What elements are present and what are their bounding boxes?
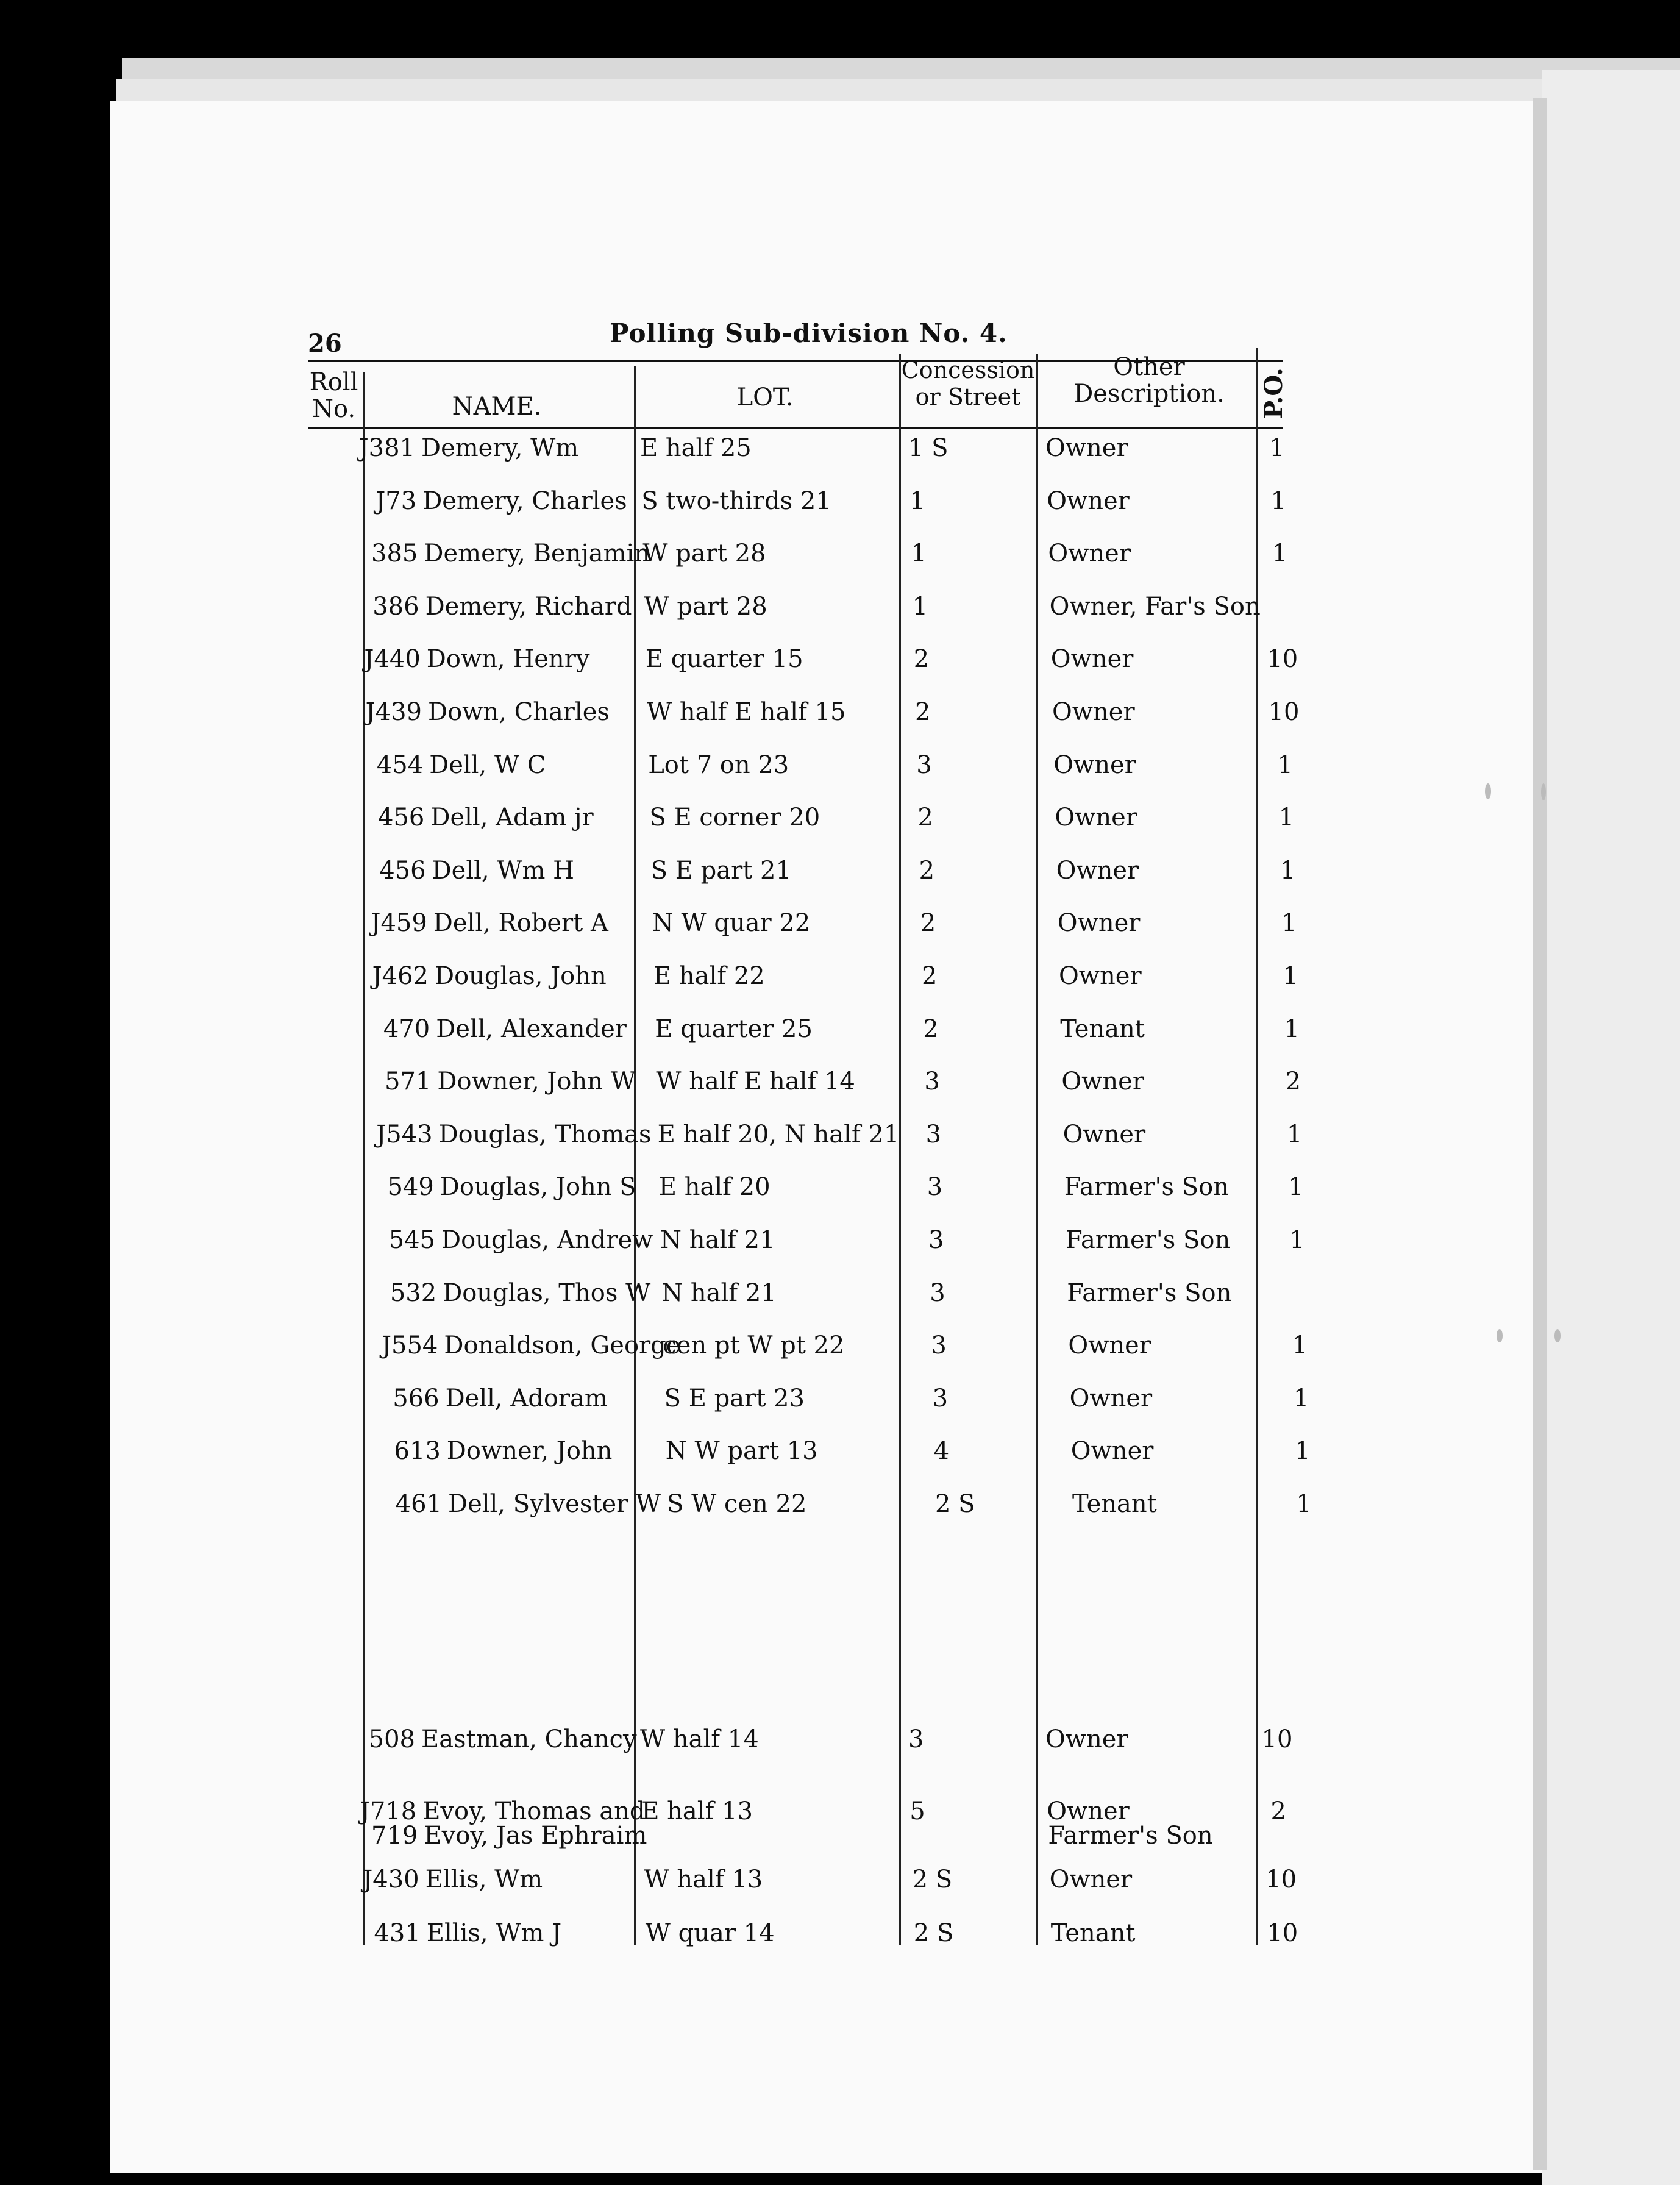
concession: 2 bbox=[920, 909, 936, 938]
scan-mark bbox=[1541, 783, 1546, 800]
post-office: 1 bbox=[1280, 856, 1296, 885]
table-row bbox=[312, 593, 1361, 629]
page-gutter bbox=[1533, 98, 1547, 2170]
lot: W part 28 bbox=[644, 592, 767, 621]
table-row bbox=[321, 962, 1370, 999]
lot: N W quar 22 bbox=[652, 909, 811, 938]
elector-name: Douglas, John S bbox=[440, 1173, 636, 1202]
elector-name: Down, Henry bbox=[426, 645, 590, 674]
elector-name: Dell, Robert A bbox=[433, 909, 608, 938]
lot: W half 13 bbox=[644, 1866, 763, 1894]
elector-name: Downer, John W bbox=[437, 1068, 636, 1096]
roll-number: 532 bbox=[390, 1278, 437, 1307]
column-header-lot: LOT. bbox=[736, 383, 794, 412]
lot: S two-thirds 21 bbox=[641, 487, 831, 515]
roll-number: 456 bbox=[378, 804, 425, 832]
elector-name: Down, Charles bbox=[428, 698, 610, 726]
concession: 2 bbox=[913, 645, 930, 674]
elector-name: Donaldson, George bbox=[444, 1331, 681, 1360]
elector-name: Downer, John bbox=[446, 1437, 613, 1466]
concession: 2 S bbox=[935, 1490, 975, 1518]
table-row bbox=[319, 857, 1367, 893]
table-row bbox=[326, 1121, 1374, 1157]
concession: 1 S bbox=[908, 434, 949, 462]
elector-name: Douglas, John bbox=[435, 962, 607, 990]
lot: S W cen 22 bbox=[667, 1490, 807, 1518]
post-office: 2 bbox=[1270, 1797, 1286, 1825]
post-office: 10 bbox=[1265, 1866, 1297, 1894]
description: Farmer's Son bbox=[1066, 1226, 1231, 1254]
table-row bbox=[322, 1015, 1371, 1052]
description: Owner bbox=[1048, 540, 1131, 568]
concession: 3 bbox=[927, 1173, 943, 1202]
elector-name: Eastman, Chancy bbox=[421, 1725, 637, 1753]
lot: N half 21 bbox=[661, 1278, 777, 1307]
lot: Lot 7 on 23 bbox=[648, 750, 789, 779]
roll-number: 613 bbox=[394, 1437, 441, 1466]
roll-number: J554 bbox=[382, 1331, 438, 1360]
roll-number: 461 bbox=[395, 1490, 442, 1518]
roll-number: 431 bbox=[374, 1919, 421, 1947]
description: Owner bbox=[1070, 1437, 1154, 1466]
concession: 1 bbox=[912, 592, 928, 621]
description: Owner bbox=[1056, 856, 1139, 885]
concession: 3 bbox=[931, 1331, 947, 1360]
description: Owner bbox=[1047, 1797, 1130, 1825]
roll-number: 454 bbox=[376, 750, 424, 779]
concession: 2 S bbox=[913, 1919, 954, 1947]
table-row bbox=[330, 1331, 1379, 1368]
description: Owner bbox=[1049, 1866, 1133, 1894]
post-office: 1 bbox=[1288, 1173, 1304, 1202]
table-row bbox=[328, 1226, 1376, 1263]
elector-name: Evoy, Jas Ephraim bbox=[424, 1822, 647, 1850]
lot: E quarter 15 bbox=[645, 645, 803, 674]
concession: 2 bbox=[915, 698, 931, 726]
header-bottom-rule bbox=[308, 427, 1283, 429]
elector-name: Dell, Sylvester W bbox=[448, 1490, 661, 1518]
elector-name: Douglas, Thos W bbox=[443, 1278, 651, 1307]
lot: E quarter 25 bbox=[655, 1014, 813, 1043]
elector-name: Douglas, Thomas bbox=[438, 1120, 652, 1149]
table-row bbox=[309, 487, 1358, 524]
concession: 3 bbox=[932, 1384, 949, 1413]
roll-number: J381 bbox=[358, 434, 415, 462]
lot: W quar 14 bbox=[645, 1919, 775, 1947]
lot: W part 28 bbox=[642, 540, 766, 568]
elector-name: Demery, Charles bbox=[422, 487, 627, 515]
lot: E half 20, N half 21 bbox=[657, 1120, 900, 1149]
elector-name: Demery, Wm bbox=[421, 434, 579, 462]
lot: W half E half 14 bbox=[656, 1068, 855, 1096]
page-title: Polling Sub-division No. 4. bbox=[610, 318, 1008, 348]
post-office: 1 bbox=[1277, 750, 1293, 779]
table-row bbox=[320, 909, 1369, 946]
description: Owner bbox=[1069, 1384, 1153, 1413]
roll-number: J718 bbox=[360, 1797, 417, 1825]
post-office: 1 bbox=[1292, 1331, 1308, 1360]
concession: 4 bbox=[933, 1437, 950, 1466]
lot: E half 22 bbox=[653, 962, 765, 990]
scan-mark bbox=[1497, 1329, 1503, 1342]
table-row bbox=[333, 1437, 1382, 1474]
lot: E half 20 bbox=[658, 1173, 771, 1202]
post-office: 1 bbox=[1269, 434, 1285, 462]
description: Tenant bbox=[1072, 1490, 1157, 1518]
lot: N W part 13 bbox=[665, 1437, 818, 1466]
elector-name: Demery, Benjamin bbox=[424, 540, 650, 568]
lot: S E corner 20 bbox=[649, 804, 820, 832]
roll-number: J430 bbox=[363, 1866, 419, 1894]
description: Owner bbox=[1053, 750, 1136, 779]
table-row bbox=[317, 804, 1365, 840]
description: Owner bbox=[1047, 487, 1130, 515]
page-number: 26 bbox=[308, 329, 342, 358]
roll-number: J440 bbox=[364, 645, 421, 674]
concession: 2 bbox=[923, 1014, 939, 1043]
scan-mark bbox=[1554, 1329, 1561, 1342]
roll-number: 719 bbox=[371, 1822, 418, 1850]
facing-page-edge bbox=[1542, 70, 1680, 2185]
concession: 2 S bbox=[912, 1866, 953, 1894]
table-row bbox=[308, 434, 1356, 471]
table-row bbox=[313, 1919, 1362, 1956]
column-header-description: Other Description. bbox=[1073, 353, 1225, 408]
elector-name: Dell, Wm H bbox=[432, 856, 574, 885]
elector-name: Dell, Adoram bbox=[445, 1384, 608, 1413]
post-office: 10 bbox=[1261, 1725, 1293, 1753]
roll-number: 385 bbox=[371, 540, 418, 568]
table-row bbox=[316, 751, 1364, 788]
description: Farmer's Son bbox=[1067, 1278, 1232, 1307]
roll-number: 470 bbox=[383, 1014, 430, 1043]
lot: E half 25 bbox=[640, 434, 752, 462]
table-row bbox=[324, 1068, 1372, 1104]
description: Owner bbox=[1045, 434, 1128, 462]
post-office: 10 bbox=[1267, 645, 1298, 674]
table-row bbox=[310, 540, 1359, 576]
lot: N half 21 bbox=[660, 1226, 775, 1254]
post-office: 1 bbox=[1283, 962, 1298, 990]
concession: 3 bbox=[930, 1278, 945, 1307]
description: Owner bbox=[1055, 804, 1137, 832]
concession: 3 bbox=[924, 1068, 940, 1096]
description: Owner bbox=[1068, 1331, 1151, 1360]
roll-number: J439 bbox=[365, 698, 422, 726]
roll-number: 571 bbox=[385, 1068, 432, 1096]
elector-name: Ellis, Wm J bbox=[426, 1919, 562, 1947]
concession: 3 bbox=[908, 1725, 924, 1753]
roll-number: 386 bbox=[372, 592, 419, 621]
description: Owner bbox=[1062, 1120, 1146, 1149]
post-office: 1 bbox=[1296, 1490, 1312, 1518]
roll-number: J462 bbox=[372, 962, 429, 990]
elector-name: Ellis, Wm bbox=[425, 1866, 543, 1894]
column-header-roll: Roll No. bbox=[309, 368, 358, 423]
column-header-name: NAME. bbox=[452, 393, 542, 421]
concession: 2 bbox=[919, 856, 935, 885]
concession: 5 bbox=[909, 1797, 925, 1825]
column-header-po: P.O. bbox=[1259, 368, 1288, 419]
post-office: 1 bbox=[1286, 1120, 1303, 1149]
table-row bbox=[312, 1866, 1361, 1902]
description: Owner bbox=[1059, 962, 1142, 990]
lot: S E part 21 bbox=[650, 856, 791, 885]
table-row bbox=[332, 1385, 1381, 1421]
lot: E half 13 bbox=[641, 1797, 753, 1825]
column-header-concession: Concession or Street bbox=[901, 357, 1035, 410]
table-row bbox=[308, 1725, 1356, 1762]
roll-number: J73 bbox=[376, 487, 417, 515]
lot: cen pt W pt 22 bbox=[663, 1331, 845, 1360]
roll-number: 566 bbox=[393, 1384, 440, 1413]
roll-number: J459 bbox=[371, 909, 427, 938]
roll-number: 456 bbox=[379, 856, 426, 885]
post-office: 2 bbox=[1285, 1068, 1301, 1096]
description: Tenant bbox=[1050, 1919, 1136, 1947]
table-row bbox=[329, 1279, 1378, 1316]
post-office: 1 bbox=[1272, 540, 1288, 568]
post-office: 1 bbox=[1278, 804, 1295, 832]
concession: 3 bbox=[928, 1226, 944, 1254]
post-office: 1 bbox=[1284, 1014, 1300, 1043]
description: Owner bbox=[1045, 1725, 1128, 1753]
post-office: 10 bbox=[1268, 698, 1300, 726]
table-row bbox=[327, 1173, 1375, 1210]
elector-name: Douglas, Andrew bbox=[441, 1226, 653, 1254]
elector-name: Dell, Alexander bbox=[436, 1014, 627, 1043]
roll-number: J543 bbox=[376, 1120, 433, 1149]
post-office: 1 bbox=[1293, 1384, 1309, 1413]
roll-number: 508 bbox=[368, 1725, 415, 1753]
scan-mark bbox=[1485, 783, 1491, 799]
lot: W half E half 15 bbox=[647, 698, 846, 726]
table-row bbox=[335, 1490, 1383, 1527]
elector-name: Evoy, Thomas and bbox=[422, 1797, 646, 1825]
description: Farmer's Son bbox=[1064, 1173, 1230, 1202]
table-row bbox=[313, 645, 1362, 682]
table-row bbox=[315, 698, 1363, 735]
description: Owner bbox=[1057, 909, 1141, 938]
concession: 3 bbox=[925, 1120, 942, 1149]
description: Owner bbox=[1050, 645, 1134, 674]
concession: 1 bbox=[909, 487, 925, 515]
description: Owner, Far's Son bbox=[1049, 592, 1261, 621]
elector-name: Dell, Adam jr bbox=[430, 804, 594, 832]
description: Owner bbox=[1052, 698, 1135, 726]
description: Farmer's Son bbox=[1048, 1822, 1213, 1850]
post-office: 1 bbox=[1295, 1437, 1311, 1466]
lot: W half 14 bbox=[640, 1725, 759, 1753]
post-office: 1 bbox=[1281, 909, 1297, 938]
roll-number: 549 bbox=[387, 1173, 434, 1202]
post-office: 1 bbox=[1289, 1226, 1305, 1254]
table-row bbox=[310, 1822, 1359, 1858]
concession: 2 bbox=[917, 804, 933, 832]
concession: 1 bbox=[911, 540, 927, 568]
lot: S E part 23 bbox=[664, 1384, 805, 1413]
elector-name: Demery, Richard bbox=[425, 592, 632, 621]
post-office: 10 bbox=[1267, 1919, 1298, 1947]
concession: 3 bbox=[916, 750, 932, 779]
post-office: 1 bbox=[1270, 487, 1286, 515]
description: Tenant bbox=[1060, 1014, 1145, 1043]
description: Owner bbox=[1061, 1068, 1144, 1096]
elector-name: Dell, W C bbox=[429, 750, 546, 779]
concession: 2 bbox=[922, 962, 938, 990]
roll-number: 545 bbox=[388, 1226, 435, 1254]
